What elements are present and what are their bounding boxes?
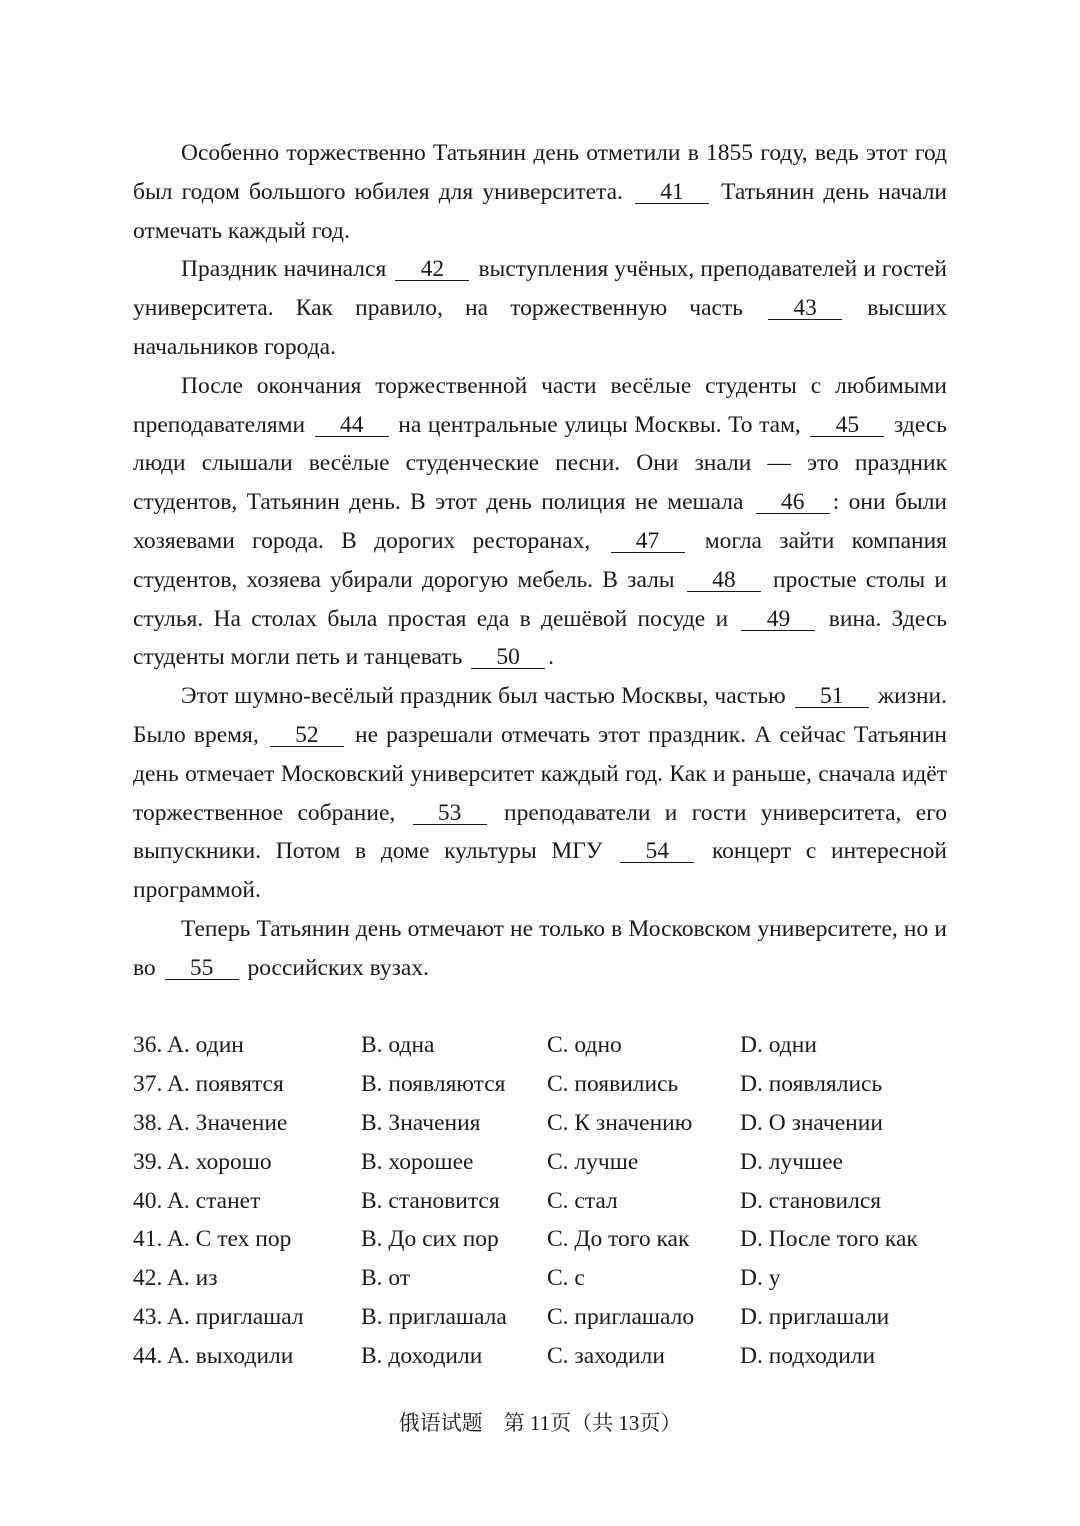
answer-option: D. приглашали (740, 1304, 890, 1331)
answer-option: 42. A. из (133, 1265, 218, 1292)
answer-option: 39. A. хорошо (133, 1148, 272, 1175)
reading-passage (133, 134, 947, 988)
answer-option: 44. A. выходили (133, 1343, 294, 1370)
passage-text: здесь люди слышали весёлые студенческие песни. Они знали — это праздник студентов, Татьянин день. В этот день полиция не мешала (133, 411, 948, 516)
answer-option: 37. A. появятся (133, 1070, 284, 1097)
question-row (133, 1298, 993, 1337)
passage-paragraph (133, 134, 947, 250)
answer-option: 43. A. приглашал (133, 1304, 304, 1331)
answer-blank: 43 (768, 297, 842, 320)
answer-blank: 53 (413, 802, 487, 825)
answer-option: B. приглашала (361, 1304, 507, 1331)
answer-blank: 47 (611, 530, 685, 553)
answer-option: C. К значению (547, 1109, 693, 1136)
passage-paragraph (133, 367, 947, 677)
answer-option: 40. A. станет (133, 1187, 261, 1214)
answer-option: D. лучшее (740, 1148, 843, 1175)
answer-option: C. лучше (547, 1148, 639, 1175)
page-footer: 俄语试题 第 11页（共 13页） (398, 1411, 682, 1435)
answer-option: B. появляются (361, 1070, 506, 1097)
passage-text: Праздник начинался (181, 256, 393, 283)
answer-options (133, 1026, 993, 1376)
answer-blank: 50 (471, 646, 545, 669)
answer-option: D. О значении (740, 1109, 883, 1136)
answer-option: C. приглашало (547, 1304, 695, 1331)
answer-option: B. от (361, 1265, 411, 1292)
answer-option: B. доходили (361, 1343, 483, 1370)
answer-option: 38. A. Значение (133, 1109, 288, 1136)
answer-option: 41. A. С тех пор (133, 1226, 292, 1253)
answer-blank: 42 (395, 258, 469, 281)
passage-text: преподаватели и гости университета, его выпускники. Потом в доме культуры МГУ (133, 799, 947, 865)
answer-option: C. одно (547, 1032, 622, 1058)
answer-option: C. До того как (547, 1226, 690, 1253)
passage-text: : они были хозяевами города. В дорогих ресторанах, (133, 489, 947, 554)
passage-paragraph (133, 250, 947, 366)
question-row (133, 1259, 993, 1298)
answer-blank: 52 (270, 724, 344, 747)
question-row (133, 1337, 993, 1376)
answer-blank: 54 (620, 840, 694, 863)
answer-blank: 45 (810, 414, 884, 437)
answer-option: D. у (740, 1265, 781, 1292)
question-row (133, 1143, 993, 1182)
answer-blank: 48 (687, 569, 761, 592)
question-row (133, 1104, 993, 1143)
passage-text: российских вузах. (241, 954, 429, 981)
passage-text: простые столы и стулья. На столах была простая еда в дешёвой посуде и (133, 566, 947, 632)
passage-text: . (548, 644, 555, 671)
answer-option: C. с (547, 1265, 585, 1292)
passage-text: концерт с интересной программой. (133, 838, 947, 904)
answer-option: D. одни (740, 1032, 817, 1058)
passage-text: жизни. Было время, (133, 683, 947, 748)
answer-blank: 44 (315, 414, 389, 437)
answer-option: D. становился (740, 1187, 882, 1214)
answer-blank: 46 (756, 491, 830, 514)
answer-option: C. заходили (547, 1343, 665, 1370)
passage-text: После окончания торжественной части весёлые студенты с любимыми преподавателями (133, 372, 947, 438)
passage-text: Особенно торжественно Татьянин день отметили в 1855 году, ведь этот год был годом большого юбилея для университета. (133, 140, 947, 205)
answer-option: D. появлялись (740, 1070, 883, 1097)
answer-blank: 51 (795, 685, 869, 708)
answer-option: C. появились (547, 1070, 679, 1097)
passage-text: на центральные улицы Москвы. То там, (391, 411, 808, 438)
answer-option: D. После того как (740, 1226, 918, 1253)
answer-option: B. хорошее (361, 1148, 474, 1175)
passage-text: могла зайти компания студентов, хозяева убирали дорогую мебель. В залы (133, 527, 947, 593)
passage-text: выступления учёных, преподавателей и гостей университета. Как правило, на торжественную часть (133, 256, 948, 322)
answer-option: D. подходили (740, 1343, 876, 1370)
question-row (133, 1220, 993, 1259)
passage-text: Этот шумно-весёлый праздник был частью Москвы, частью (181, 683, 792, 710)
answer-option: B. одна (361, 1032, 435, 1058)
passage-text: Теперь Татьянин день отмечают не только в Московском университете, но и во (133, 915, 947, 981)
question-row (133, 1182, 993, 1221)
answer-option: B. становится (361, 1187, 500, 1214)
question-row (133, 1026, 993, 1065)
passage-text: не разрешали отмечать этот праздник. А сейчас Татьянин день отмечает Московский университет каждый год. Как и раньше, сначала идёт торжественное собрание, (133, 721, 947, 826)
answer-option: B. Значения (361, 1109, 481, 1136)
passage-paragraph (133, 910, 947, 988)
answer-blank: 49 (741, 608, 815, 631)
question-row (133, 1065, 993, 1104)
answer-option: 36. A. один (133, 1032, 244, 1058)
passage-text: Татьянин день начали отмечать каждый год. (133, 178, 947, 244)
passage-paragraph (133, 677, 947, 910)
answer-blank: 41 (635, 181, 709, 204)
answer-option: B. До сих пор (361, 1226, 499, 1253)
answer-option: C. стал (547, 1187, 618, 1214)
passage-text: высших начальников города. (133, 295, 947, 360)
answer-blank: 55 (165, 957, 239, 980)
passage-text: вина. Здесь студенты могли петь и танцевать (133, 605, 947, 671)
